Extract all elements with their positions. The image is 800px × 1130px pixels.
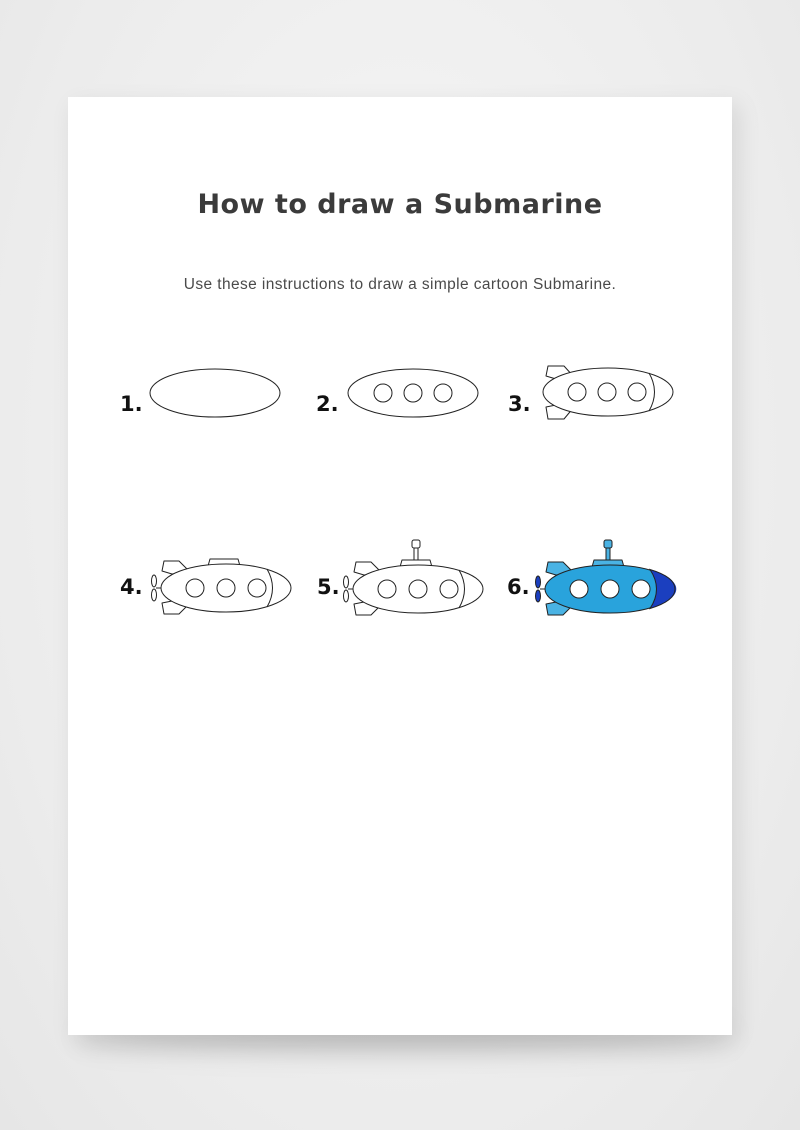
periscope-head <box>412 540 420 548</box>
porthole <box>217 579 235 597</box>
step-5-drawing <box>340 537 490 622</box>
porthole <box>409 580 427 598</box>
step-4-number: 4. <box>120 575 143 599</box>
propeller-blade <box>152 575 157 587</box>
porthole <box>378 580 396 598</box>
porthole <box>568 383 586 401</box>
porthole <box>570 580 588 598</box>
hull-outline <box>150 369 280 417</box>
propeller-blade <box>344 590 349 602</box>
porthole <box>632 580 650 598</box>
step-2-number: 2. <box>316 392 339 416</box>
porthole <box>628 383 646 401</box>
propeller-blade <box>344 576 349 588</box>
step-3-number: 3. <box>508 392 531 416</box>
porthole <box>186 579 204 597</box>
step-1-drawing <box>148 367 284 423</box>
porthole <box>404 384 422 402</box>
worksheet-title: How to draw a Submarine <box>197 189 603 220</box>
porthole <box>248 579 266 597</box>
worksheet-subtitle: Use these instructions to draw a simple cartoon Submarine. <box>183 276 617 293</box>
step-1-number: 1. <box>120 392 143 416</box>
step-2-drawing <box>346 367 482 423</box>
propeller-blade <box>536 590 541 602</box>
propeller-blade <box>536 576 541 588</box>
propeller-blade <box>152 589 157 601</box>
step-6-number: 6. <box>507 575 530 599</box>
porthole <box>434 384 452 402</box>
step-3-drawing <box>536 359 680 425</box>
step-5-number: 5. <box>317 575 340 599</box>
periscope-head <box>604 540 612 548</box>
step-6-drawing <box>532 537 682 622</box>
worksheet-page <box>68 97 732 1035</box>
porthole <box>374 384 392 402</box>
step-4-drawing <box>148 552 298 622</box>
porthole <box>601 580 619 598</box>
porthole <box>440 580 458 598</box>
porthole <box>598 383 616 401</box>
